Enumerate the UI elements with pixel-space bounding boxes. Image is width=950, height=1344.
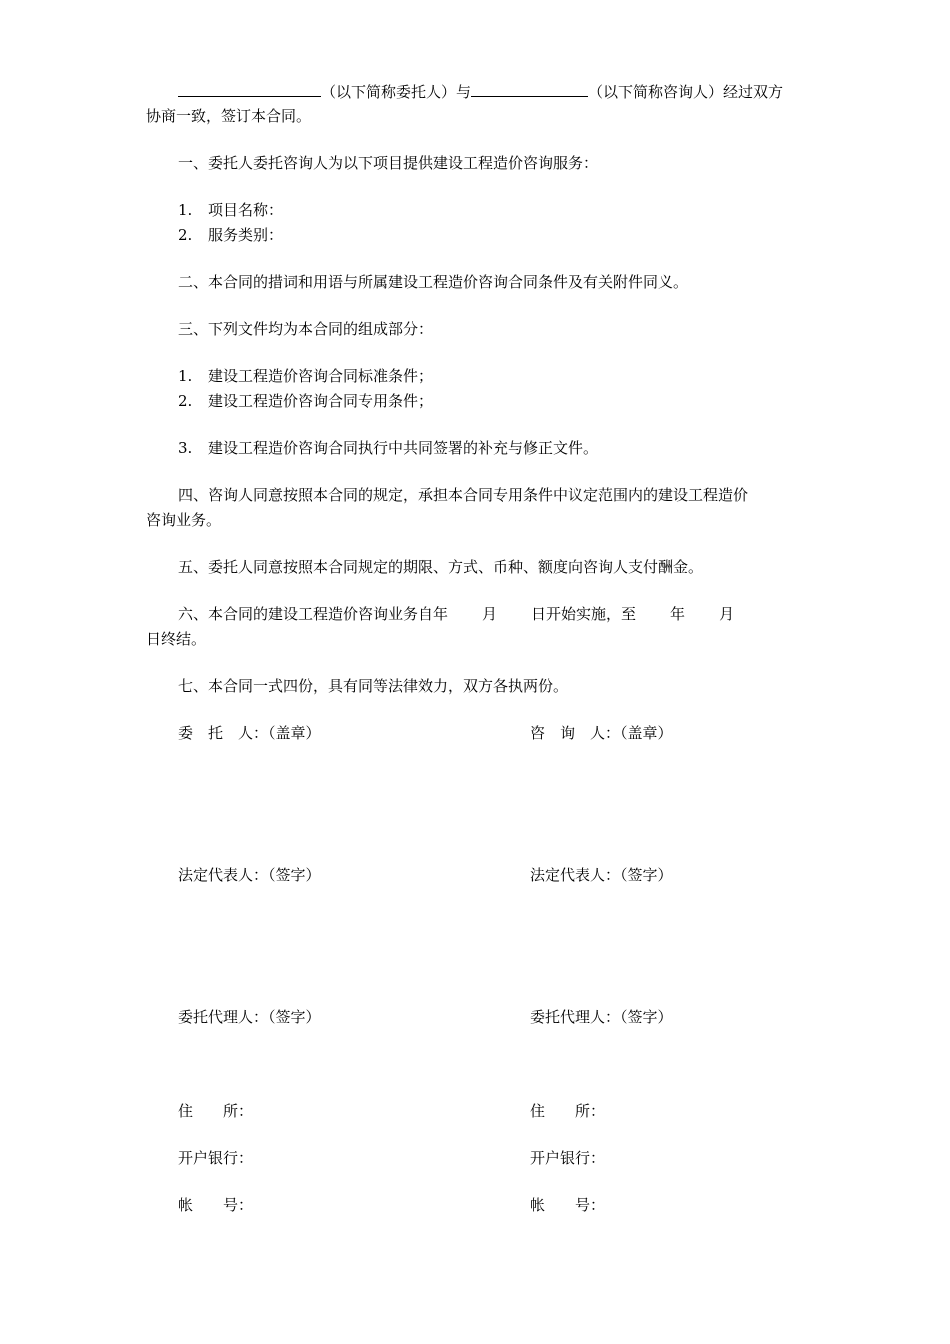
list-item xyxy=(178,438,598,458)
list-item xyxy=(178,225,283,245)
client-legal-rep-label: 法定代表人：（签字） xyxy=(178,866,321,884)
client-bank-label: 开户银行： xyxy=(178,1149,254,1167)
list-number: 3. xyxy=(178,439,193,457)
intro-part-2: （以下简称咨询人）经过双方 xyxy=(588,83,784,101)
clause-6-part-1: 六、本合同的建设工程造价咨询业务自年 xyxy=(178,605,449,623)
list-number: 1. xyxy=(178,367,193,385)
clause-6-part-4: 年 xyxy=(670,605,686,623)
consultant-legal-rep-label: 法定代表人：（签字） xyxy=(530,866,673,884)
clause-6-part-3: 日开始实施，至 xyxy=(531,605,637,623)
client-agent-label: 委托代理人：（签字） xyxy=(178,1008,321,1026)
list-text: 项目名称： xyxy=(208,201,284,219)
client-account-label: 帐 号： xyxy=(178,1196,254,1214)
clause-6-part-2: 月 xyxy=(482,605,498,623)
clause-2-text: 二、本合同的措词和用语与所属建设工程造价咨询合同条件及有关附件同义。 xyxy=(178,273,689,291)
list-number: 2. xyxy=(178,392,193,410)
clause-6-part-5: 月 xyxy=(719,605,735,623)
clause-6-line-2: 日终结。 xyxy=(146,630,207,648)
list-item xyxy=(178,391,433,411)
clause-5-text: 五、委托人同意按照本合同规定的期限、方式、币种、额度向咨询人支付酬金。 xyxy=(178,558,704,576)
consultant-seal-label: 咨 询 人：（盖章） xyxy=(530,724,673,742)
consultant-account-label: 帐 号： xyxy=(530,1196,606,1214)
consultant-address-label: 住 所： xyxy=(530,1102,606,1120)
list-text: 建设工程造价咨询合同标准条件； xyxy=(208,367,434,385)
clause-7-text: 七、本合同一式四份，具有同等法律效力，双方各执两份。 xyxy=(178,677,569,695)
client-address-label: 住 所： xyxy=(178,1102,254,1120)
consultant-bank-label: 开户银行： xyxy=(530,1149,606,1167)
clause-4-line-1: 四、咨询人同意按照本合同的规定，承担本合同专用条件中议定范围内的建设工程造价 xyxy=(178,486,749,504)
client-name-blank xyxy=(178,81,321,97)
clause-4-line-2: 咨询业务。 xyxy=(146,511,222,529)
client-seal-label: 委 托 人：（盖章） xyxy=(178,724,321,742)
list-text: 服务类别： xyxy=(208,226,284,244)
clause-1-text: 一、委托人委托咨询人为以下项目提供建设工程造价咨询服务： xyxy=(178,154,599,172)
intro-line-2: 协商一致，签订本合同。 xyxy=(146,107,312,125)
list-item xyxy=(178,366,433,386)
consultant-agent-label: 委托代理人：（签字） xyxy=(530,1008,673,1026)
list-item xyxy=(178,200,283,220)
list-text: 建设工程造价咨询合同专用条件； xyxy=(208,392,434,410)
clause-6-line-1 xyxy=(178,604,734,624)
list-text: 建设工程造价咨询合同执行中共同签署的补充与修正文件。 xyxy=(208,439,599,457)
consultant-name-blank xyxy=(471,81,588,97)
list-number: 1. xyxy=(178,201,193,219)
intro-part-1: （以下简称委托人）与 xyxy=(321,83,472,101)
list-number: 2. xyxy=(178,226,193,244)
intro-line-1 xyxy=(178,81,783,102)
clause-3-text: 三、下列文件均为本合同的组成部分： xyxy=(178,320,434,338)
